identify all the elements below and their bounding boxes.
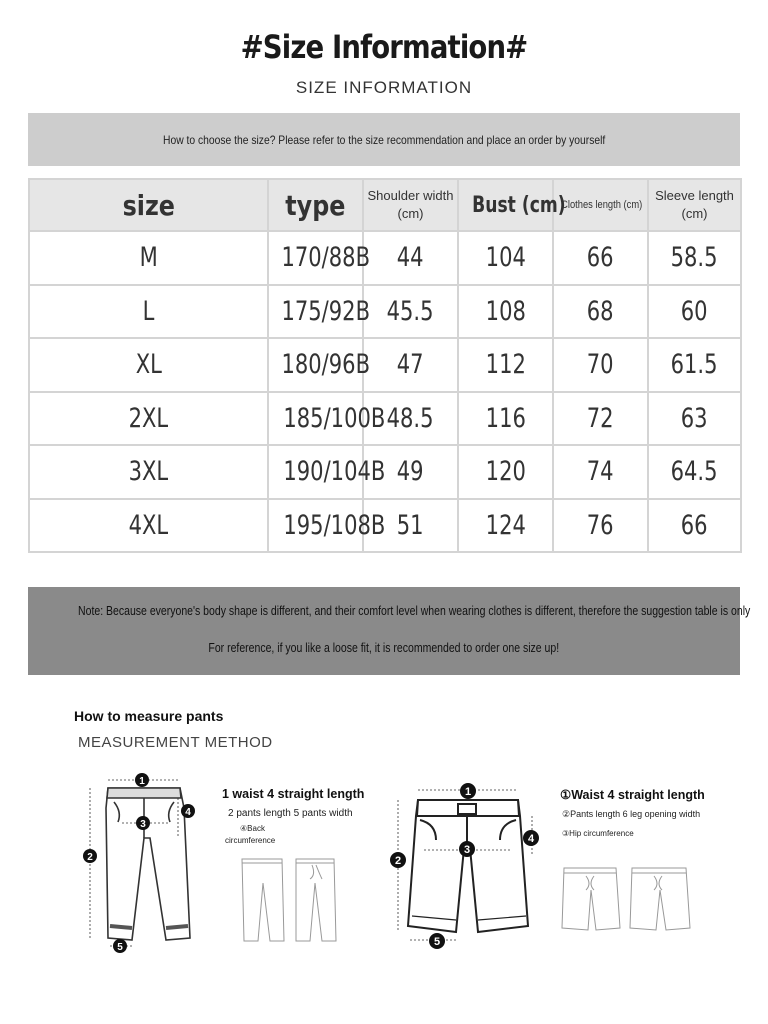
table-row	[29, 445, 741, 499]
cell-type: 180/96B	[268, 338, 363, 392]
svg-text:2: 2	[87, 852, 93, 863]
cell-type: 175/92B	[268, 285, 363, 339]
cell-sleeve: 66	[648, 499, 741, 553]
svg-text:3: 3	[140, 819, 146, 830]
svg-text:5: 5	[117, 942, 123, 953]
table-row	[29, 499, 741, 553]
measure-marker-2	[390, 852, 406, 868]
cell-length: 74	[553, 445, 648, 499]
svg-text:1: 1	[139, 776, 145, 787]
left-measure-label-1: 1 waist 4 straight length	[222, 787, 365, 801]
note-text-line1: Note: Because everyone's body shape is different, and their comfort level when wearing clothes is different, therefore the suggestion table is only	[78, 604, 751, 618]
shorts-diagram	[386, 776, 546, 952]
table-row	[29, 231, 741, 285]
cell-type: 190/104B	[268, 445, 363, 499]
table-header-row	[29, 179, 741, 231]
cell-size: 2XL	[29, 392, 268, 446]
left-measure-label-2: 2 pants length 5 pants width	[228, 808, 353, 819]
size-chart-table	[28, 178, 742, 553]
cell-shoulder: 48.5	[363, 392, 458, 446]
note-banner	[28, 587, 751, 675]
cell-length: 68	[553, 285, 648, 339]
cell-shoulder: 45.5	[363, 285, 458, 339]
cell-shoulder: 51	[363, 499, 458, 553]
cell-size: M	[29, 231, 268, 285]
header-bust: Bust (cm)	[458, 179, 553, 231]
svg-text:4: 4	[527, 833, 535, 845]
header-sleeve: Sleeve length (cm)	[648, 179, 741, 231]
cell-shoulder: 47	[363, 338, 458, 392]
cell-length: 70	[553, 338, 648, 392]
table-row	[29, 392, 741, 446]
long-pants-thumbnails	[236, 853, 340, 945]
cell-size: 4XL	[29, 499, 268, 553]
cell-length: 76	[553, 499, 648, 553]
cell-type: 185/100B	[268, 392, 363, 446]
measure-heading: How to measure pants	[74, 708, 224, 724]
cell-size: XL	[29, 338, 268, 392]
svg-text:5: 5	[433, 936, 441, 948]
measure-marker-5	[113, 939, 127, 953]
left-measure-label-3b: circumference	[225, 836, 276, 845]
cell-length: 66	[553, 231, 648, 285]
svg-text:2: 2	[394, 855, 402, 867]
cell-sleeve: 61.5	[648, 338, 741, 392]
header-type: type	[268, 179, 363, 231]
table-row	[29, 285, 741, 339]
measure-method-title: MEASUREMENT METHOD	[78, 734, 273, 751]
cell-bust: 116	[458, 392, 553, 446]
cell-bust: 112	[458, 338, 553, 392]
cell-sleeve: 64.5	[648, 445, 741, 499]
measure-marker-1	[135, 773, 149, 787]
long-pants-diagram	[78, 768, 208, 958]
cell-sleeve: 63	[648, 392, 741, 446]
measure-marker-5	[429, 933, 445, 949]
cell-bust: 108	[458, 285, 553, 339]
svg-text:4: 4	[185, 807, 191, 818]
cell-bust: 104	[458, 231, 553, 285]
note-text-line2: For reference, if you like a loose fit, it is recommended to order one size up!	[208, 641, 560, 655]
cell-type: 195/108B	[268, 499, 363, 553]
cell-bust: 124	[458, 499, 553, 553]
right-measure-label-2: ②Pants length 6 leg opening width	[562, 809, 701, 819]
page-subtitle: SIZE INFORMATION	[295, 78, 473, 97]
size-guide-text: How to choose the size? Please refer to the size recommendation and place an order by yourself	[162, 132, 606, 147]
right-measure-label-1: ①Waist 4 straight length	[560, 788, 705, 802]
measure-marker-2	[83, 849, 97, 863]
header-size: size	[29, 179, 268, 231]
measure-marker-4	[181, 804, 195, 818]
table-row	[29, 338, 741, 392]
cell-bust: 120	[458, 445, 553, 499]
shorts-thumbnails	[558, 862, 698, 934]
page-title: #Size Information#	[240, 28, 528, 66]
cell-sleeve: 58.5	[648, 231, 741, 285]
measure-marker-3	[136, 816, 150, 830]
svg-text:1: 1	[464, 786, 472, 798]
cell-sleeve: 60	[648, 285, 741, 339]
measure-marker-4	[523, 830, 539, 846]
cell-type: 170/88B	[268, 231, 363, 285]
left-measure-label-3a: ④Back	[240, 824, 265, 833]
header-shoulder: Shoulder width (cm)	[363, 179, 458, 231]
cell-length: 72	[553, 392, 648, 446]
cell-size: 3XL	[29, 445, 268, 499]
svg-text:3: 3	[463, 844, 471, 856]
right-measure-label-3: ③Hip circumference	[562, 829, 634, 838]
cell-shoulder: 44	[363, 231, 458, 285]
cell-size: L	[29, 285, 268, 339]
cell-shoulder: 49	[363, 445, 458, 499]
header-length: Clothes length (cm)	[553, 179, 648, 231]
measure-marker-3	[459, 841, 475, 857]
size-guide-banner	[28, 113, 740, 166]
measure-marker-1	[460, 783, 476, 799]
